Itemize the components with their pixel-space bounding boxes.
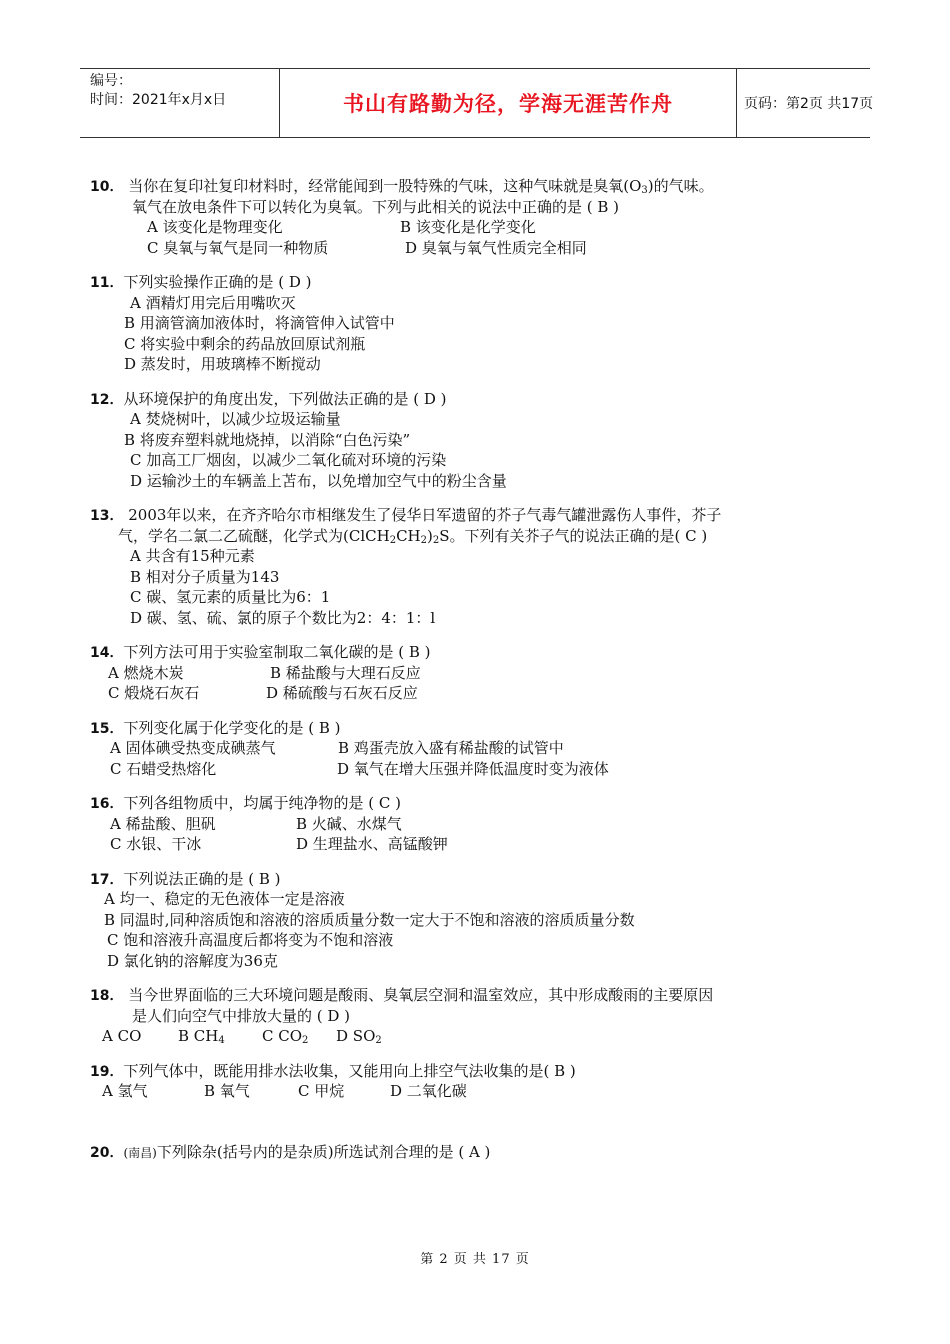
- option-b: B 用滴管滴加液体时，将滴管伸入试管中: [124, 314, 395, 332]
- option-a: A 氢气: [102, 1082, 148, 1100]
- option-c: C 碳、氢元素的质量比为6：1: [130, 588, 331, 606]
- question-stem: 下列方法可用于实验室制取二氧化碳的是 ( B ): [123, 643, 431, 661]
- question-number: 19．: [90, 1063, 124, 1080]
- question-number: 14．: [90, 645, 124, 661]
- question-stem-line1: 2003年以来，在齐齐哈尔市相继发生了侵华日军遗留的芥子气毒气罐泄露伤人事件，芥子: [123, 506, 722, 524]
- option-c: C 煅烧石灰石: [108, 684, 200, 702]
- option-d: D 碳、氢、硫、氯的原子个数比为2：4：1：l: [130, 608, 436, 627]
- question-number: 17．: [90, 871, 124, 888]
- page-footer: 第 2 页 共 17 页: [420, 1252, 530, 1267]
- option-d: D 蒸发时，用玻璃棒不断搅动: [124, 355, 321, 373]
- option-a: A 均一、稳定的无色液体一定是溶液: [104, 890, 345, 908]
- question-list: [90, 176, 870, 1176]
- option-a: A CO: [102, 1027, 142, 1045]
- document-number-label: 编号：: [90, 73, 132, 89]
- question-stem-line2: 氧气在放电条件下可以转化为臭氧。下列与此相关的说法中正确的是 ( B ): [132, 197, 620, 216]
- question-number: 10．: [90, 179, 124, 195]
- header-left-cell: [80, 69, 280, 137]
- option-d: D 氯化钠的溶解度为36克: [107, 951, 278, 970]
- option-d: D $SO_2$: [336, 1027, 382, 1046]
- question-stem-line1: 当今世界面临的三大环境问题是酸雨、臭氧层空洞和温室效应，其中形成酸雨的主要原因: [123, 986, 714, 1004]
- option-c: C 甲烷: [298, 1082, 345, 1100]
- option-a: A 燃烧木炭: [108, 663, 184, 682]
- question-stem: 下列说法正确的是 ( B ): [123, 869, 281, 888]
- document-date: 时间：2021年x月x日: [90, 92, 227, 108]
- question-stem: 下列各组物质中，均属于纯净物的是 ( C ): [123, 794, 401, 812]
- question-number: 15．: [90, 720, 124, 737]
- question-10: [90, 176, 870, 258]
- question-14: [90, 642, 870, 704]
- option-c: C $CO_2$: [262, 1027, 309, 1046]
- option-a: A 该变化是物理变化: [147, 218, 283, 236]
- option-b: B 鸡蛋壳放入盛有稀盐酸的试管中: [338, 739, 564, 757]
- option-a: A 稀盐酸、胆矾: [110, 814, 216, 833]
- question-stem: 下列实验操作正确的是 ( D ): [123, 273, 312, 291]
- option-c: C 加高工厂烟囱，以减少二氧化硫对环境的污染: [130, 451, 447, 469]
- question-15: [90, 718, 870, 780]
- option-b: B 火碱、水煤气: [296, 814, 402, 833]
- question-12: [90, 389, 870, 492]
- question-number: 18．: [90, 988, 124, 1004]
- option-c: C 臭氧与氧气是同一种物质: [147, 238, 329, 257]
- header-motto: 书山有路勤为径，学海无涯苦作舟: [343, 92, 673, 116]
- header-page-info: 页码：第2页 共17页: [744, 96, 874, 112]
- question-20: [90, 1142, 870, 1163]
- option-b: B 稀盐酸与大理石反应: [270, 663, 421, 682]
- question-19: [90, 1061, 870, 1102]
- question-number: 11．: [90, 275, 124, 291]
- option-a: A 酒精灯用完后用嘴吹灭: [130, 293, 296, 312]
- option-b: B 相对分子质量为143: [130, 567, 280, 586]
- question-number: 12．: [90, 391, 124, 408]
- option-d: D 氧气在增大压强并降低温度时变为液体: [337, 759, 609, 778]
- question-stem-line2: 是人们向空气中排放大量的 ( D ): [132, 1006, 351, 1025]
- question-stem: 下列气体中，既能用排水法收集，又能用向上排空气法收集的是( B ): [123, 1061, 576, 1080]
- question-stem: 下列变化属于化学变化的是 ( B ): [123, 718, 341, 737]
- option-b: B 同温时,同种溶质饱和溶液的溶质质量分数一定大于不饱和溶液的溶质质量分数: [104, 910, 635, 929]
- option-b: B 该变化是化学变化: [400, 218, 536, 236]
- question-number: 20．: [90, 1144, 124, 1161]
- option-b: B $CH_4$: [178, 1027, 225, 1046]
- question-18: [90, 985, 870, 1047]
- question-17: [90, 869, 870, 972]
- question-stem: 从环境保护的角度出发，下列做法正确的是 ( D ): [123, 389, 447, 408]
- question-13: [90, 505, 870, 628]
- option-c: C 石蜡受热熔化: [110, 759, 217, 778]
- question-source: (南昌): [123, 1145, 157, 1160]
- option-a: A 焚烧树叶，以减少垃圾运输量: [130, 410, 341, 428]
- question-stem-line1: 当你在复印社复印材料时，经常能闻到一股特殊的气味，这种气味就是臭氧$(O_3)$的气味。: [123, 177, 714, 196]
- option-c: C 饱和溶液升高温度后都将变为不饱和溶液: [107, 931, 394, 949]
- option-d: D 臭氧与氧气性质完全相同: [405, 238, 587, 257]
- option-c: C 将实验中剩余的药品放回原试剂瓶: [124, 334, 366, 353]
- question-number: 16．: [90, 796, 124, 812]
- option-d: D 二氧化碳: [390, 1082, 467, 1100]
- option-d: D 生理盐水、高锰酸钾: [296, 835, 448, 853]
- option-d: D 稀硫酸与石灰石反应: [266, 684, 418, 702]
- option-a: A 共含有15种元素: [130, 547, 255, 565]
- option-c: C 水银、干冰: [110, 835, 202, 853]
- question-number: 13．: [90, 508, 124, 524]
- header-motto-cell: [280, 69, 737, 137]
- page-header: [80, 68, 874, 138]
- question-11: [90, 272, 870, 375]
- option-a: A 固体碘受热变成碘蒸气: [110, 739, 276, 757]
- question-stem: 下列除杂(括号内的是杂质)所选试剂合理的是 ( A ): [156, 1142, 491, 1161]
- option-b: B 将废弃塑料就地烧掉，以消除“白色污染”: [124, 430, 411, 449]
- option-d: D 运输沙土的车辆盖上苫布，以免增加空气中的粉尘含量: [130, 471, 507, 490]
- question-stem-line2: 气，学名二氯二乙硫醚，化学式为$(ClCH_2CH_2)_2S$。下列有关芥子气的说法正确的是( C ): [118, 526, 708, 546]
- question-16: [90, 793, 870, 855]
- option-b: B 氧气: [204, 1082, 250, 1100]
